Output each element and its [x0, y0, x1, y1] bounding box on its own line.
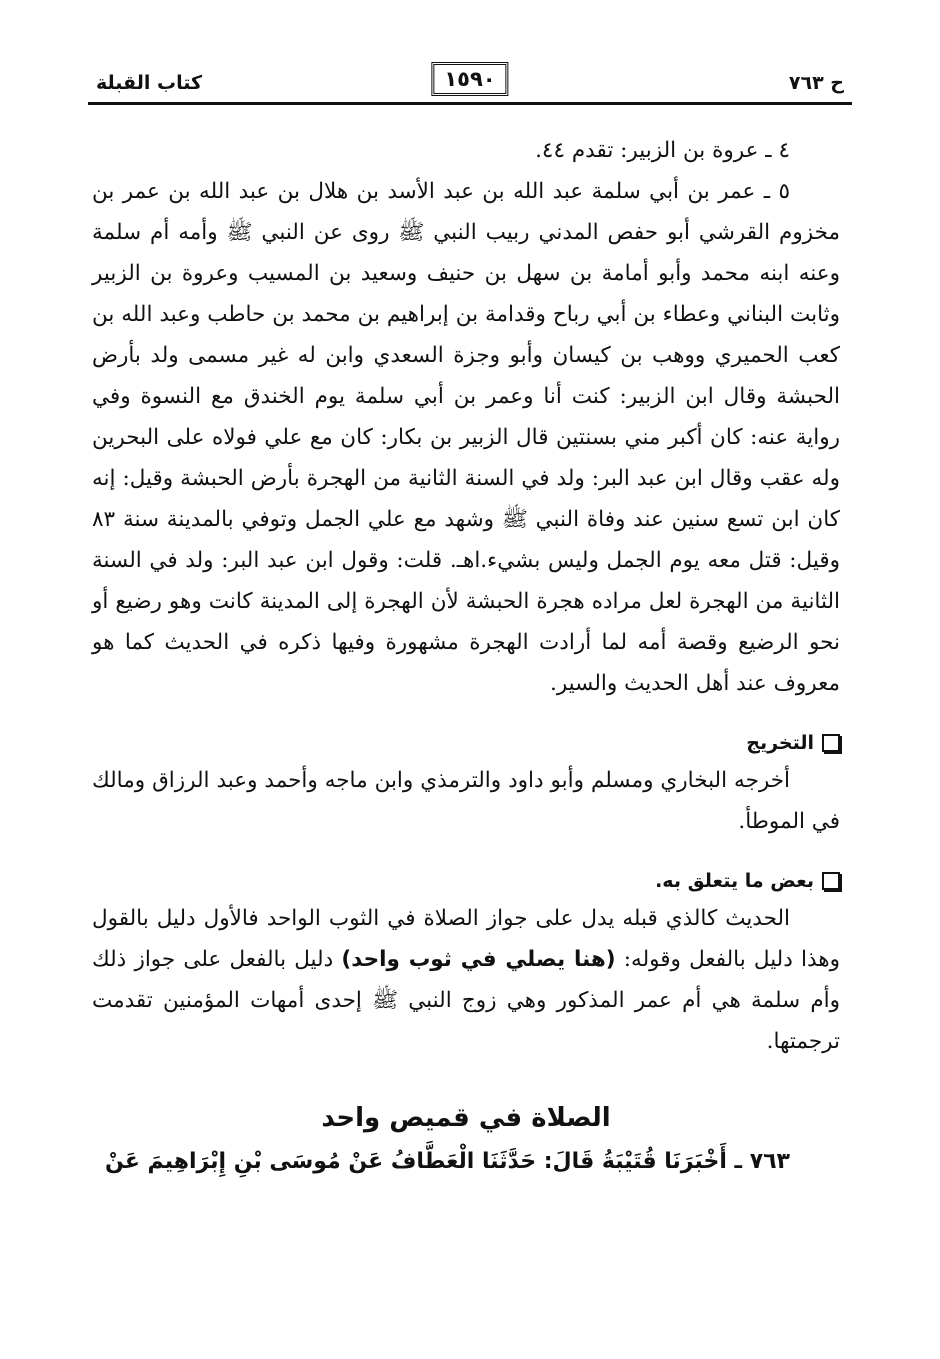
narrator-item-4: ٤ ـ عروة بن الزبير: تقدم ٤٤. [535, 138, 790, 163]
chapter-title: الصلاة في قميص واحد [321, 1103, 611, 1133]
page-body [92, 130, 840, 1184]
related-text-part1: الحديث كالذي قبله يدل على جواز الصلاة في الثوب الواحد فالأول دليل بالقول وهذا دليل بالفعل وقوله: [92, 906, 840, 972]
page-number: ١٥٩٠ [431, 62, 508, 96]
section-title: كتاب القبلة [96, 72, 203, 94]
takhrij-heading [92, 726, 840, 760]
related-text [92, 898, 840, 1062]
hadith-reference: ح ٧٦٣ [788, 72, 844, 94]
hadith-start: ٧٦٣ ـ أَخْبَرَنَا قُتَيْبَةُ قَالَ: حَدَّثَنَا الْعَطَّافُ عَنْ مُوسَى بْنِ إِبْرَاهِيمَ عَنْ [105, 1149, 790, 1174]
page-header [88, 62, 852, 110]
takhrij-heading-text: التخريج [746, 732, 814, 754]
takhrij-text: أخرجه البخاري ومسلم وأبو داود والترمذي وابن ماجه وأحمد وعبد الرزاق ومالك في الموطأ. [92, 768, 840, 834]
related-quote: (هنا يصلي في ثوب واحد) [341, 947, 616, 972]
related-heading-text: بعض ما يتعلق به. [655, 870, 814, 892]
header-rule [88, 102, 852, 105]
square-bullet-icon [822, 734, 840, 752]
square-bullet-icon [822, 872, 840, 890]
related-text-part2: دليل بالفعل على جواز ذلك وأم سلمة هي أم عمر المذكور وهي زوج النبي ﷺ إحدى أمهات المؤمنين تقدمت ترجمتها. [92, 947, 840, 1054]
narrator-item-5: ٥ ـ عمر بن أبي سلمة عبد الله بن عبد الأسد بن هلال بن عبد الله بن عمر بن مخزوم القرشي أبو حفص المدني ربيب النبي ﷺ روى عن النبي ﷺ وأمه أم سلمة وعنه ابنه محمد وأبو أمامة بن سهل بن حنيف وسعيد بن المسيب وعروة بن الزبير وثابت البناني وعطاء بن أبي رباح وقدامة بن إبراهيم بن محمد بن حاطب وعبد الله بن كعب الحميري ووهب بن كيسان وأبو وجزة السعدي وابن له غير مسمى ولد بأرض الحبشة وقال ابن الزبير: كنت أنا وعمر بن أبي سلمة يوم الخندق مع النسوة وفي رواية عنه: كان أكبر مني بسنتين قال الزبير بن بكار: كان مع علي فولاه على البحرين وله عقب وقال ابن عبد البر: ولد في السنة الثانية من الهجرة بأرض الحبشة وقيل: إنه كان ابن تسع سنين عند وفاة النبي ﷺ وشهد مع علي الجمل وتوفي بالمدينة سنة ٨٣ وقيل: قتل معه يوم الجمل وليس بشيء.اهـ. قلت: وقول ابن عبد البر: ولد في السنة الثانية من الهجرة لعل مراده هجرة الحبشة لأن الهجرة إلى المدينة كانت وهو رضيع أو نحو الرضيع وقصة أمه لما أرادت الهجرة مشهورة وفيها ذكره في الحديث كما هو معروف عند أهل الحديث والسير. [92, 179, 840, 696]
related-heading [92, 864, 840, 898]
